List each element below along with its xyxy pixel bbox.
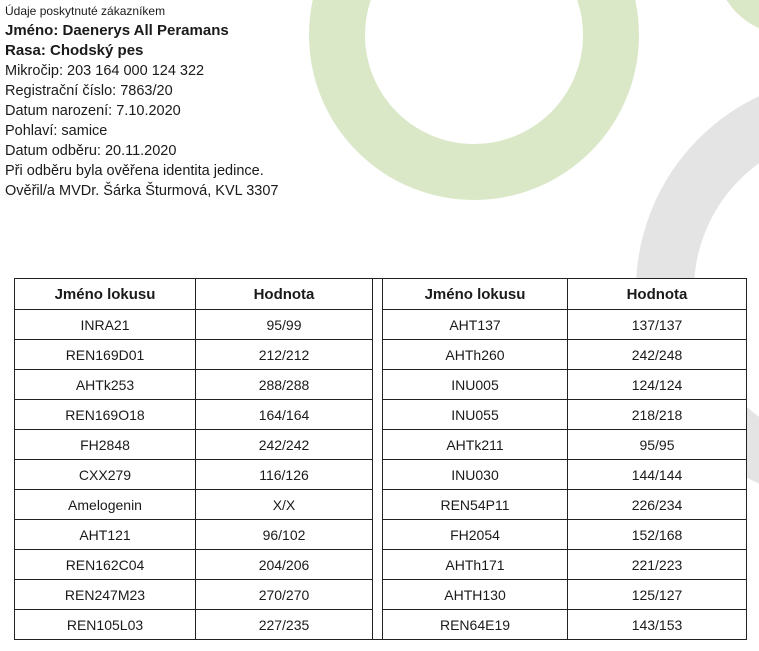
dog-breed: Rasa: Chodský pes [5, 42, 144, 59]
identity-note: Při odběru byla ověřena identita jedince. [5, 163, 264, 179]
microchip: Mikročip: 203 164 000 124 322 [5, 63, 205, 79]
column-gap [373, 400, 383, 430]
locus-value: 137/137 [568, 310, 747, 340]
locus-name: REN169O18 [15, 400, 196, 430]
column-gap [373, 279, 383, 310]
locus-value: 124/124 [568, 370, 747, 400]
table-row [15, 520, 747, 550]
table-row [15, 430, 747, 460]
table-row [15, 460, 747, 490]
verified-by: Ověřil/a MVDr. Šárka Šturmová, KVL 3307 [5, 183, 279, 199]
column-gap [373, 550, 383, 580]
table-row [15, 370, 747, 400]
table-row [15, 550, 747, 580]
locus-name: AHT137 [383, 310, 568, 340]
locus-name: AHTk253 [15, 370, 196, 400]
table-row [15, 400, 747, 430]
locus-name: AHTh260 [383, 340, 568, 370]
locus-name: FH2054 [383, 520, 568, 550]
locus-value: 143/153 [568, 610, 747, 640]
sampling-date: Datum odběru: 20.11.2020 [5, 143, 177, 159]
column-header-value-left: Hodnota [196, 279, 373, 310]
locus-name: REN169D01 [15, 340, 196, 370]
column-gap [373, 340, 383, 370]
locus-name: REN64E19 [383, 610, 568, 640]
column-header-value-right: Hodnota [568, 279, 747, 310]
column-gap [373, 520, 383, 550]
locus-name: REN54P11 [383, 490, 568, 520]
table-row [15, 340, 747, 370]
locus-value: 270/270 [196, 580, 373, 610]
dog-name: Jméno: Daenerys All Peramans [5, 22, 229, 39]
birth-date: Datum narození: 7.10.2020 [5, 103, 181, 119]
locus-value: 125/127 [568, 580, 747, 610]
locus-value: 96/102 [196, 520, 373, 550]
locus-value: X/X [196, 490, 373, 520]
locus-value: 95/95 [568, 430, 747, 460]
column-gap [373, 490, 383, 520]
locus-name: INU030 [383, 460, 568, 490]
table-row [15, 490, 747, 520]
genotype-table [14, 278, 747, 640]
column-header-locus-left: Jméno lokusu [15, 279, 196, 310]
locus-name: FH2848 [15, 430, 196, 460]
locus-name: CXX279 [15, 460, 196, 490]
sex: Pohlaví: samice [5, 123, 108, 139]
green-ring-corner-decoration [730, 0, 759, 20]
green-ring-decoration [337, 0, 611, 172]
table-header-row [15, 279, 747, 310]
column-gap [373, 430, 383, 460]
locus-name: Amelogenin [15, 490, 196, 520]
customer-info [5, 3, 278, 201]
locus-value: 221/223 [568, 550, 747, 580]
locus-value: 227/235 [196, 610, 373, 640]
locus-value: 204/206 [196, 550, 373, 580]
locus-value: 242/248 [568, 340, 747, 370]
provided-by-customer-label: Údaje poskytnuté zákazníkem [5, 4, 166, 18]
locus-name: INU055 [383, 400, 568, 430]
locus-name: REN105L03 [15, 610, 196, 640]
column-gap [373, 580, 383, 610]
locus-value: 152/168 [568, 520, 747, 550]
locus-value: 288/288 [196, 370, 373, 400]
locus-value: 116/126 [196, 460, 373, 490]
column-gap [373, 460, 383, 490]
column-gap [373, 370, 383, 400]
column-header-locus-right: Jméno lokusu [383, 279, 568, 310]
locus-value: 218/218 [568, 400, 747, 430]
locus-name: AHTH130 [383, 580, 568, 610]
table-row [15, 310, 747, 340]
locus-name: INRA21 [15, 310, 196, 340]
locus-name: REN162C04 [15, 550, 196, 580]
locus-value: 226/234 [568, 490, 747, 520]
locus-value: 164/164 [196, 400, 373, 430]
locus-value: 242/242 [196, 430, 373, 460]
locus-name: AHTk211 [383, 430, 568, 460]
locus-name: REN247M23 [15, 580, 196, 610]
locus-name: INU005 [383, 370, 568, 400]
locus-value: 144/144 [568, 460, 747, 490]
locus-value: 95/99 [196, 310, 373, 340]
column-gap [373, 610, 383, 640]
locus-value: 212/212 [196, 340, 373, 370]
column-gap [373, 310, 383, 340]
locus-name: AHTh171 [383, 550, 568, 580]
locus-name: AHT121 [15, 520, 196, 550]
registration-number: Registrační číslo: 7863/20 [5, 83, 173, 99]
table-row [15, 580, 747, 610]
table-row [15, 610, 747, 640]
